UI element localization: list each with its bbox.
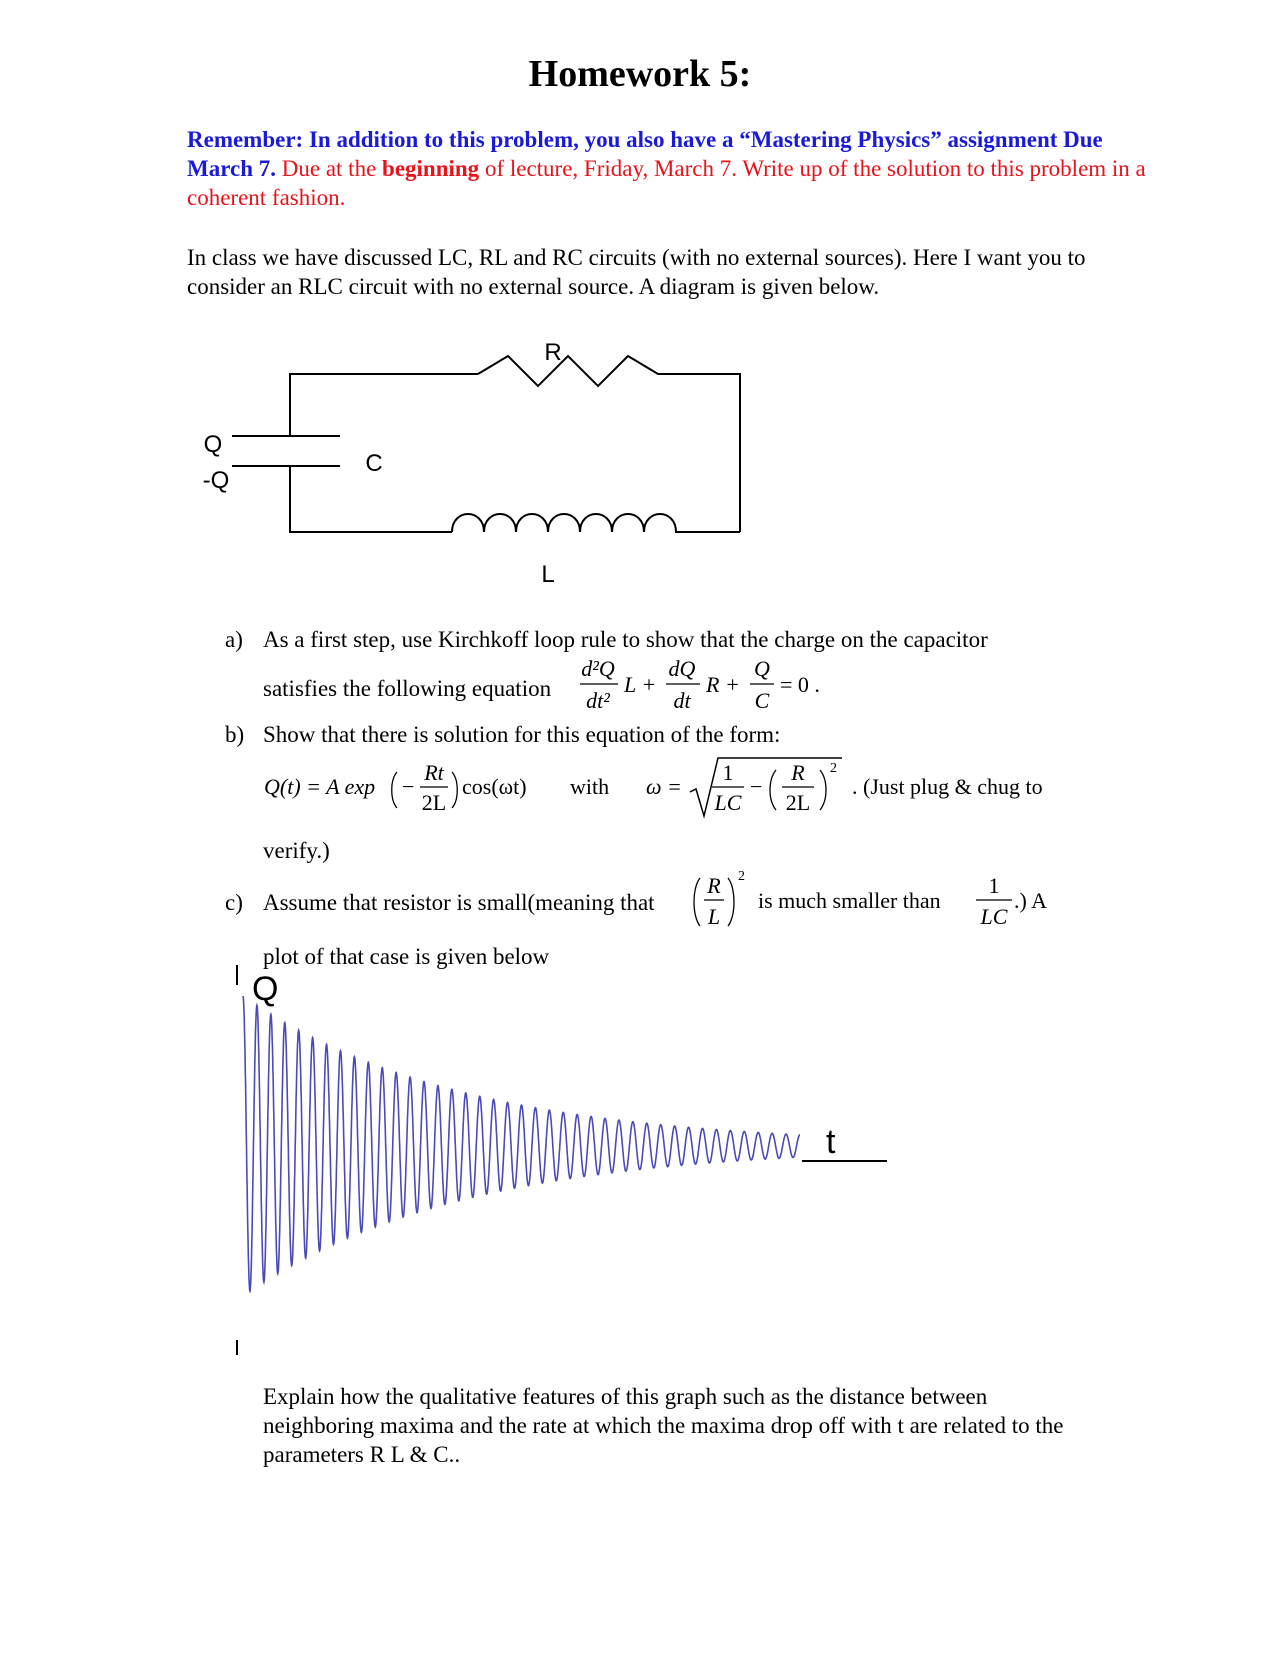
eq-den1: dt² [586,688,610,713]
rlc-circuit-diagram [0,0,1280,600]
cond-frac-num: R [707,873,721,898]
eq-left: Q(t) = A exp [264,774,376,799]
cond-text2: is much smaller than [758,888,941,913]
eq-num2: dQ [668,656,696,681]
eq-cos: cos(ωt) [462,774,527,799]
damped-oscillation-plot [0,960,1280,1360]
sqrt-den1: LC [714,790,742,815]
plot-xlabel: t [826,1123,836,1161]
solution-equation [262,752,1162,822]
reminder-text: Remember: In addition to this problem, you also have a “Mastering Physics” assignment Due March 7. [187,127,1103,181]
due-text-1: Due at the [276,156,383,181]
eq-frac-num: Rt [424,760,444,785]
cond-text3: .) A [1014,888,1047,913]
charge-plus-label: Q [203,431,223,458]
cond-frac-den: L [707,904,721,929]
sqrt-den2: 2L [785,790,811,815]
part-c-text1: Assume that resistor is small(meaning that [263,890,655,915]
cond-frac2-den: LC [980,904,1008,929]
eq-tail: . (Just plug & chug to [852,774,1043,799]
part-b-marker: b) [225,722,245,747]
part-a-line2: satisfies the following equation [263,676,552,701]
plot-ylabel: Q [252,970,279,1008]
part-c-line2: plot of that case is given below [263,944,550,969]
small-resistor-condition [690,868,1090,938]
eq-num3: Q [754,656,770,681]
cond-frac-exp: 2 [738,869,745,884]
explanation-paragraph: Explain how the qualitative features of this graph such as the distance between neighboring maxima and the rate at which the maxima drop off with t are related to the parameters R L & C.. [263,1384,1064,1467]
part-c-marker: c) [225,890,243,915]
eq-num1: d²Q [581,656,615,681]
part-a-line1: As a first step, use Kirchkoff loop rule to show that the charge on the capacitor [263,627,988,652]
sqrt-minus: − [750,774,763,799]
part-b-line1: Show that there is solution for this equation of the form: [263,722,781,747]
resistor-zigzag [478,356,740,532]
eq-den3: C [754,688,770,713]
omega-eq: ω = [646,774,682,799]
due-text-bold: beginning [382,156,480,181]
sqrt-num2: R [791,760,805,785]
sqrt-exp: 2 [830,761,837,776]
due-text-2: of lecture, Friday, March 7. Write up of the solution to this problem in a coherent fashion. [187,156,1146,210]
cond-frac2-num: 1 [988,873,1000,898]
capacitor-label: C [365,450,383,477]
eq-with: with [570,774,610,799]
charge-minus-label: -Q [202,467,230,494]
intro-paragraph: In class we have discussed LC, RL and RC circuits (with no external sources). Here I want you to consider an RLC circuit with no external source. A diagram is given below. [187,245,1086,299]
top-wire [290,374,478,410]
eq-end: = 0 . [780,672,820,697]
sqrt-num1: 1 [722,760,734,785]
damped-oscillation-curve [243,996,800,1291]
kirchhoff-equation [570,654,850,724]
resistor-label: R [544,339,562,366]
eq-frac-den: 2L [421,790,447,815]
inductor-coil [452,514,740,532]
eq-den2: dt [673,688,691,713]
page-title: Homework 5: [528,53,752,95]
part-b-line3: verify.) [263,838,330,863]
eq-minus: − [402,774,415,799]
inductor-label: L [541,561,555,588]
part-a-marker: a) [225,627,243,652]
eq-L: L + [624,672,657,697]
eq-R: R + [706,672,740,697]
